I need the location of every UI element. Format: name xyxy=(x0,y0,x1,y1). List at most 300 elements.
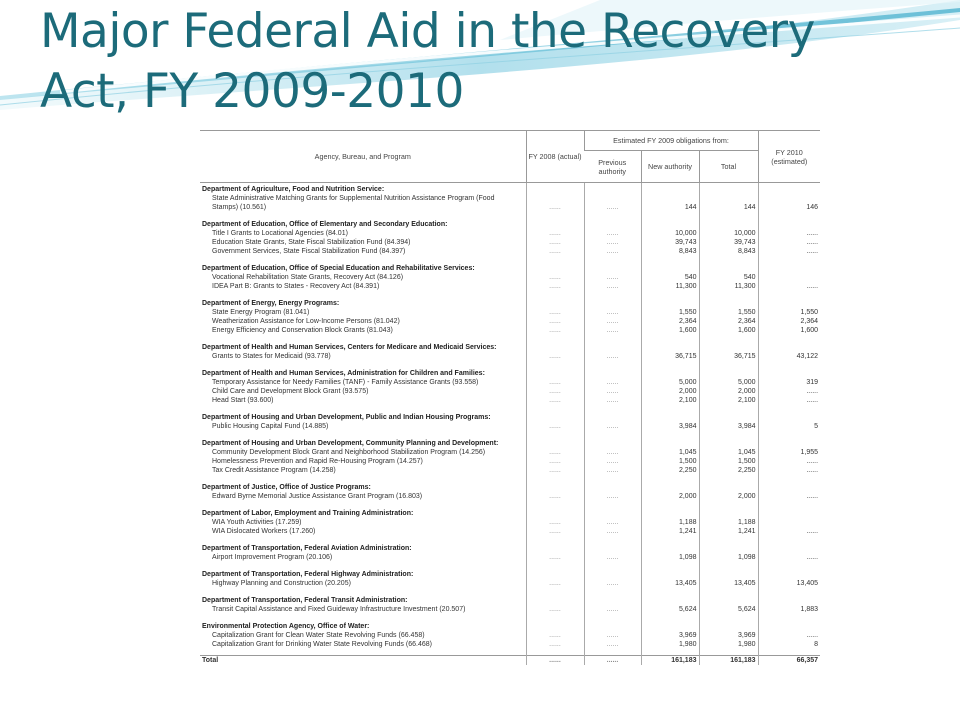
total-value: 161,183 xyxy=(699,656,758,666)
fy2010-value: 1,600 xyxy=(758,326,820,335)
table-row xyxy=(200,518,820,527)
total-value: 11,300 xyxy=(699,282,758,291)
total-value: 540 xyxy=(699,273,758,282)
total-value: 1,045 xyxy=(699,448,758,457)
program-name: Temporary Assistance for Needy Families (TANF) - Family Assistance Grants (93.558) xyxy=(212,379,479,386)
previous-authority-value: ...... xyxy=(584,238,641,247)
section-header-row xyxy=(200,594,820,605)
empty-cell xyxy=(526,341,584,352)
fy2008-value: ...... xyxy=(526,656,584,666)
fy2010-value: ...... xyxy=(758,387,820,396)
new-authority-value: 161,183 xyxy=(641,656,699,666)
fy2010-value xyxy=(758,518,820,527)
previous-authority-value: ...... xyxy=(584,640,641,649)
fy2010-value: ...... xyxy=(758,282,820,291)
new-authority-value: 2,000 xyxy=(641,492,699,501)
empty-cell xyxy=(641,594,699,605)
fy2010-value: 5 xyxy=(758,422,820,431)
program-name: Homelessness Prevention and Rapid Re-Housing Program (14.257) xyxy=(212,458,423,465)
empty-cell xyxy=(526,183,584,195)
empty-cell xyxy=(758,542,820,553)
section-name: Environmental Protection Agency, Office of Water: xyxy=(202,623,370,630)
new-authority-value: 8,843 xyxy=(641,247,699,256)
previous-authority-value: ...... xyxy=(584,326,641,335)
previous-authority-value: ...... xyxy=(584,553,641,562)
empty-cell xyxy=(641,437,699,448)
empty-cell xyxy=(641,262,699,273)
header-total: Total xyxy=(699,151,758,183)
empty-cell xyxy=(584,481,641,492)
new-authority-value: 39,743 xyxy=(641,238,699,247)
empty-cell xyxy=(699,437,758,448)
table-row xyxy=(200,466,820,475)
previous-authority-value: ...... xyxy=(584,631,641,640)
previous-authority-value: ...... xyxy=(584,308,641,317)
empty-cell xyxy=(584,297,641,308)
header-previous-authority: Previous authority xyxy=(584,151,641,183)
program-name: Community Development Block Grant and Neighborhood Stabilization Program (14.256) xyxy=(212,449,486,456)
empty-cell xyxy=(584,341,641,352)
total-value: 5,624 xyxy=(699,605,758,614)
table-row xyxy=(200,396,820,405)
fy2010-value: 8 xyxy=(758,640,820,649)
empty-cell xyxy=(641,507,699,518)
empty-cell xyxy=(584,568,641,579)
program-name: Edward Byrne Memorial Justice Assistance Grant Program (16.803) xyxy=(212,493,423,500)
section-header-row xyxy=(200,568,820,579)
empty-cell xyxy=(699,507,758,518)
previous-authority-value: ...... xyxy=(584,579,641,588)
table-row xyxy=(200,352,820,361)
table-row xyxy=(200,553,820,562)
total-value xyxy=(699,194,758,203)
previous-authority-value: ...... xyxy=(584,229,641,238)
total-value: 1,098 xyxy=(699,553,758,562)
fy2008-value: ...... xyxy=(526,238,584,247)
empty-cell xyxy=(584,262,641,273)
header-fy2010: FY 2010 (estimated) xyxy=(758,131,820,183)
empty-cell xyxy=(584,620,641,631)
fy2008-value: ...... xyxy=(526,518,584,527)
table-row xyxy=(200,448,820,457)
program-name: WIA Dislocated Workers (17.260) xyxy=(212,528,316,535)
program-name: Grants to States for Medicaid (93.778) xyxy=(212,353,331,360)
program-name: State Administrative Matching Grants for Supplemental Nutrition Assistance Program (Food xyxy=(212,195,495,202)
fy2008-value: ...... xyxy=(526,203,584,212)
program-name: Head Start (93.600) xyxy=(212,397,274,404)
fy2010-value: ...... xyxy=(758,238,820,247)
previous-authority-value: ...... xyxy=(584,492,641,501)
new-authority-value: 13,405 xyxy=(641,579,699,588)
empty-cell xyxy=(641,542,699,553)
program-name: Education State Grants, State Fiscal Stabilization Fund (84.394) xyxy=(212,239,411,246)
fy2010-value: ...... xyxy=(758,527,820,536)
fy2010-value xyxy=(758,194,820,203)
table-row xyxy=(200,273,820,282)
previous-authority-value: ...... xyxy=(584,605,641,614)
empty-cell xyxy=(758,367,820,378)
total-value: 1,188 xyxy=(699,518,758,527)
slide-title-line-2: Act, FY 2009-2010 xyxy=(40,64,464,119)
table-row xyxy=(200,527,820,536)
empty-cell xyxy=(584,437,641,448)
previous-authority-value: ...... xyxy=(584,352,641,361)
section-name: Department of Health and Human Services, Centers for Medicare and Medicaid Services: xyxy=(202,344,497,351)
section-name: Department of Justice, Office of Justice Programs: xyxy=(202,484,371,491)
total-value: 2,000 xyxy=(699,387,758,396)
new-authority-value: 2,100 xyxy=(641,396,699,405)
section-name: Department of Housing and Urban Development, Community Planning and Development: xyxy=(202,440,499,447)
fy2010-value xyxy=(758,273,820,282)
total-value: 1,600 xyxy=(699,326,758,335)
previous-authority-value: ...... xyxy=(584,317,641,326)
previous-authority-value: ...... xyxy=(584,273,641,282)
empty-cell xyxy=(584,542,641,553)
empty-cell xyxy=(526,367,584,378)
empty-cell xyxy=(641,620,699,631)
new-authority-value: 1,098 xyxy=(641,553,699,562)
previous-authority-value: ...... xyxy=(584,422,641,431)
empty-cell xyxy=(699,367,758,378)
empty-cell xyxy=(641,218,699,229)
empty-cell xyxy=(641,481,699,492)
empty-cell xyxy=(758,341,820,352)
fy2010-value: 1,883 xyxy=(758,605,820,614)
empty-cell xyxy=(699,183,758,195)
section-name: Department of Energy, Energy Programs: xyxy=(202,300,340,307)
empty-cell xyxy=(699,594,758,605)
fy2010-value: 13,405 xyxy=(758,579,820,588)
new-authority-value: 10,000 xyxy=(641,229,699,238)
previous-authority-value: ...... xyxy=(584,457,641,466)
total-value: 13,405 xyxy=(699,579,758,588)
total-value: 5,000 xyxy=(699,378,758,387)
total-value: 1,241 xyxy=(699,527,758,536)
new-authority-value: 144 xyxy=(641,203,699,212)
fy2010-value: 1,955 xyxy=(758,448,820,457)
empty-cell xyxy=(584,367,641,378)
program-name: IDEA Part B: Grants to States - Recovery Act (84.391) xyxy=(212,283,380,290)
section-header-row xyxy=(200,297,820,308)
table-row xyxy=(200,282,820,291)
fy2008-value: ...... xyxy=(526,229,584,238)
empty-cell xyxy=(758,297,820,308)
table-row xyxy=(200,326,820,335)
fy2008-value: ...... xyxy=(526,326,584,335)
table-row xyxy=(200,492,820,501)
section-name: Department of Transportation, Federal Highway Administration: xyxy=(202,571,414,578)
section-name: Department of Education, Office of Special Education and Rehabilitative Services: xyxy=(202,265,475,272)
section-header-row xyxy=(200,411,820,422)
program-name: Energy Efficiency and Conservation Block Grants (81.043) xyxy=(212,327,393,334)
empty-cell xyxy=(584,218,641,229)
fy2008-value: ...... xyxy=(526,422,584,431)
section-name: Department of Transportation, Federal Aviation Administration: xyxy=(202,545,412,552)
new-authority-value: 11,300 xyxy=(641,282,699,291)
total-value: 3,984 xyxy=(699,422,758,431)
previous-authority-value: ...... xyxy=(584,448,641,457)
program-name: Capitalization Grant for Drinking Water State Revolving Funds (66.468) xyxy=(212,641,432,648)
previous-authority-value: ...... xyxy=(584,247,641,256)
table-row xyxy=(200,422,820,431)
program-name: Highway Planning and Construction (20.205) xyxy=(212,580,351,587)
program-name: Tax Credit Assistance Program (14.258) xyxy=(212,467,336,474)
new-authority-value: 2,364 xyxy=(641,317,699,326)
section-header-row xyxy=(200,218,820,229)
new-authority-value: 3,969 xyxy=(641,631,699,640)
program-name: Government Services, State Fiscal Stabilization Fund (84.397) xyxy=(212,248,406,255)
table-row xyxy=(200,194,820,203)
new-authority-value: 1,500 xyxy=(641,457,699,466)
new-authority-value: 1,188 xyxy=(641,518,699,527)
fy2008-value: ...... xyxy=(526,352,584,361)
fy2008-value xyxy=(526,194,584,203)
header-agency: Agency, Bureau, and Program xyxy=(200,131,526,183)
table-row xyxy=(200,378,820,387)
total-value: 39,743 xyxy=(699,238,758,247)
total-value: 2,100 xyxy=(699,396,758,405)
empty-cell xyxy=(641,568,699,579)
section-name: Department of Education, Office of Elementary and Secondary Education: xyxy=(202,221,448,228)
new-authority-value xyxy=(641,194,699,203)
slide-title-line-1: Major Federal Aid in the Recovery xyxy=(40,4,815,59)
fy2010-value: 43,122 xyxy=(758,352,820,361)
new-authority-value: 1,980 xyxy=(641,640,699,649)
new-authority-value: 2,000 xyxy=(641,387,699,396)
empty-cell xyxy=(526,507,584,518)
program-name: Title I Grants to Locational Agencies (84.01) xyxy=(212,230,348,237)
empty-cell xyxy=(641,183,699,195)
fy2010-value: ...... xyxy=(758,492,820,501)
new-authority-value: 5,624 xyxy=(641,605,699,614)
fy2008-value: ...... xyxy=(526,466,584,475)
table-row xyxy=(200,238,820,247)
new-authority-value: 36,715 xyxy=(641,352,699,361)
total-value: 1,980 xyxy=(699,640,758,649)
total-value: 2,000 xyxy=(699,492,758,501)
previous-authority-value xyxy=(584,194,641,203)
fy2008-value: ...... xyxy=(526,631,584,640)
fy2010-value: 2,364 xyxy=(758,317,820,326)
fy2010-value: ...... xyxy=(758,247,820,256)
empty-cell xyxy=(758,507,820,518)
new-authority-value: 1,045 xyxy=(641,448,699,457)
empty-cell xyxy=(584,594,641,605)
new-authority-value: 2,250 xyxy=(641,466,699,475)
section-header-row xyxy=(200,437,820,448)
table-row xyxy=(200,457,820,466)
empty-cell xyxy=(699,481,758,492)
previous-authority-value: ...... xyxy=(584,466,641,475)
total-row xyxy=(200,656,820,666)
empty-cell xyxy=(526,481,584,492)
fy2008-value: ...... xyxy=(526,308,584,317)
section-header-row xyxy=(200,620,820,631)
table-row xyxy=(200,203,820,212)
previous-authority-value: ...... xyxy=(584,656,641,666)
total-value: 10,000 xyxy=(699,229,758,238)
table-row xyxy=(200,387,820,396)
fy2008-value: ...... xyxy=(526,492,584,501)
empty-cell xyxy=(699,218,758,229)
empty-cell xyxy=(699,542,758,553)
previous-authority-value: ...... xyxy=(584,282,641,291)
fy2008-value: ...... xyxy=(526,317,584,326)
section-header-row xyxy=(200,481,820,492)
section-header-row xyxy=(200,262,820,273)
header-estimated-group: Estimated FY 2009 obligations from: xyxy=(584,131,758,151)
empty-cell xyxy=(641,297,699,308)
header-fy2008: FY 2008 (actual) xyxy=(526,131,584,183)
empty-cell xyxy=(526,568,584,579)
empty-cell xyxy=(526,620,584,631)
federal-aid-table xyxy=(200,130,820,665)
empty-cell xyxy=(584,411,641,422)
total-value: 2,364 xyxy=(699,317,758,326)
empty-cell xyxy=(526,411,584,422)
federal-aid-table-image xyxy=(200,130,820,716)
total-value: 1,550 xyxy=(699,308,758,317)
empty-cell xyxy=(758,218,820,229)
empty-cell xyxy=(758,594,820,605)
program-name: Child Care and Development Block Grant (93.575) xyxy=(212,388,369,395)
program-name: Stamps) (10.561) xyxy=(212,204,267,211)
section-header-row xyxy=(200,341,820,352)
empty-cell xyxy=(526,542,584,553)
previous-authority-value: ...... xyxy=(584,387,641,396)
total-value: 2,250 xyxy=(699,466,758,475)
fy2008-value: ...... xyxy=(526,605,584,614)
fy2010-value: ...... xyxy=(758,229,820,238)
fy2008-value: ...... xyxy=(526,378,584,387)
empty-cell xyxy=(758,437,820,448)
fy2010-value: 1,550 xyxy=(758,308,820,317)
program-name: Airport Improvement Program (20.106) xyxy=(212,554,333,561)
previous-authority-value: ...... xyxy=(584,518,641,527)
empty-cell xyxy=(758,568,820,579)
empty-cell xyxy=(758,481,820,492)
fy2010-value: 146 xyxy=(758,203,820,212)
fy2008-value: ...... xyxy=(526,282,584,291)
table-row xyxy=(200,229,820,238)
empty-cell xyxy=(758,183,820,195)
empty-cell xyxy=(758,262,820,273)
section-name: Department of Agriculture, Food and Nutrition Service: xyxy=(202,186,385,193)
empty-cell xyxy=(699,297,758,308)
new-authority-value: 1,600 xyxy=(641,326,699,335)
program-name: Transit Capital Assistance and Fixed Guideway Infrastructure Investment (20.507) xyxy=(212,606,466,613)
empty-cell xyxy=(641,411,699,422)
empty-cell xyxy=(699,411,758,422)
fy2008-value: ...... xyxy=(526,387,584,396)
empty-cell xyxy=(526,437,584,448)
total-label: Total xyxy=(200,656,526,666)
section-header-row xyxy=(200,507,820,518)
fy2008-value: ...... xyxy=(526,553,584,562)
empty-cell xyxy=(526,218,584,229)
fy2008-value: ...... xyxy=(526,527,584,536)
empty-cell xyxy=(584,507,641,518)
section-name: Department of Transportation, Federal Transit Administration: xyxy=(202,597,408,604)
program-name: Public Housing Capital Fund (14.885) xyxy=(212,423,329,430)
fy2010-value: ...... xyxy=(758,457,820,466)
empty-cell xyxy=(526,594,584,605)
program-name: State Energy Program (81.041) xyxy=(212,309,310,316)
section-header-row xyxy=(200,542,820,553)
empty-cell xyxy=(584,183,641,195)
fy2010-value: ...... xyxy=(758,396,820,405)
table-row xyxy=(200,605,820,614)
new-authority-value: 1,241 xyxy=(641,527,699,536)
fy2008-value: ...... xyxy=(526,396,584,405)
fy2008-value: ...... xyxy=(526,457,584,466)
program-name: Capitalization Grant for Clean Water State Revolving Funds (66.458) xyxy=(212,632,425,639)
header-new-authority: New authority xyxy=(641,151,699,183)
empty-cell xyxy=(699,341,758,352)
empty-cell xyxy=(641,341,699,352)
empty-cell xyxy=(699,262,758,273)
table-row xyxy=(200,317,820,326)
total-value: 8,843 xyxy=(699,247,758,256)
empty-cell xyxy=(699,568,758,579)
fy2008-value: ...... xyxy=(526,640,584,649)
previous-authority-value: ...... xyxy=(584,378,641,387)
previous-authority-value: ...... xyxy=(584,527,641,536)
table-row xyxy=(200,308,820,317)
section-header-row xyxy=(200,367,820,378)
total-value: 36,715 xyxy=(699,352,758,361)
section-name: Department of Housing and Urban Development, Public and Indian Housing Programs: xyxy=(202,414,491,421)
previous-authority-value: ...... xyxy=(584,203,641,212)
fy2008-value: ...... xyxy=(526,273,584,282)
fy2008-value: ...... xyxy=(526,247,584,256)
program-name: Weatherization Assistance for Low-Income Persons (81.042) xyxy=(212,318,400,325)
program-name: Vocational Rehabilitation State Grants, Recovery Act (84.126) xyxy=(212,274,404,281)
program-name: WIA Youth Activities (17.259) xyxy=(212,519,302,526)
empty-cell xyxy=(526,297,584,308)
fy2010-value: ...... xyxy=(758,631,820,640)
fy2010-value: 66,357 xyxy=(758,656,820,666)
section-header-row xyxy=(200,183,820,195)
table-row xyxy=(200,640,820,649)
empty-cell xyxy=(526,262,584,273)
total-value: 3,969 xyxy=(699,631,758,640)
fy2008-value: ...... xyxy=(526,448,584,457)
fy2008-value: ...... xyxy=(526,579,584,588)
empty-cell xyxy=(758,620,820,631)
empty-cell xyxy=(699,620,758,631)
new-authority-value: 540 xyxy=(641,273,699,282)
previous-authority-value: ...... xyxy=(584,396,641,405)
new-authority-value: 3,984 xyxy=(641,422,699,431)
new-authority-value: 5,000 xyxy=(641,378,699,387)
empty-cell xyxy=(641,367,699,378)
table-body xyxy=(200,183,820,666)
table-row xyxy=(200,579,820,588)
fy2010-value: ...... xyxy=(758,553,820,562)
empty-cell xyxy=(758,411,820,422)
fy2010-value: 319 xyxy=(758,378,820,387)
slide-title xyxy=(40,2,940,122)
table-row xyxy=(200,631,820,640)
total-value: 144 xyxy=(699,203,758,212)
fy2010-value: ...... xyxy=(758,466,820,475)
section-name: Department of Health and Human Services, Administration for Children and Families: xyxy=(202,370,485,377)
section-name: Department of Labor, Employment and Training Administration: xyxy=(202,510,414,517)
total-value: 1,500 xyxy=(699,457,758,466)
table-row xyxy=(200,247,820,256)
new-authority-value: 1,550 xyxy=(641,308,699,317)
